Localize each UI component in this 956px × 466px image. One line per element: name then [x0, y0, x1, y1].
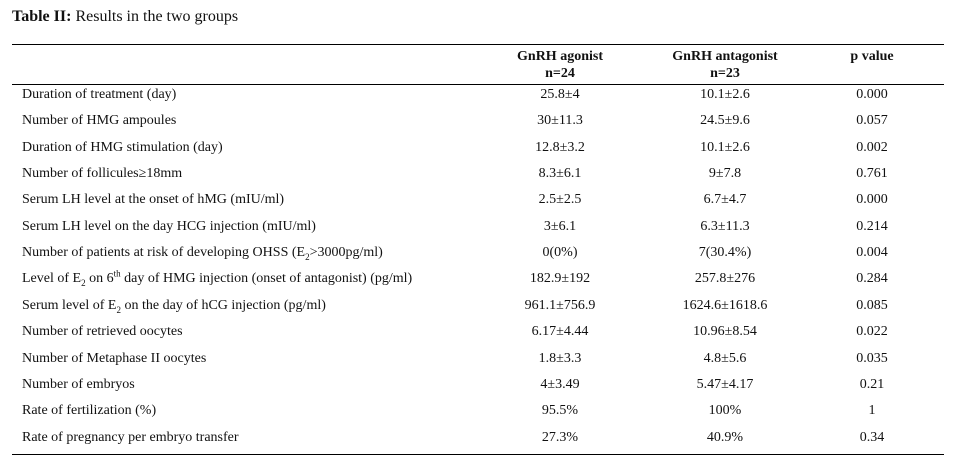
antagonist-value: 5.47±4.17: [696, 376, 754, 392]
antagonist-value: 6.7±4.7: [703, 192, 747, 208]
table-row: [0, 350, 956, 376]
table-row: [0, 139, 956, 165]
antagonist-value: 40.9%: [706, 429, 744, 445]
agonist-value: 6.17±4.44: [531, 324, 589, 340]
row-label: [22, 244, 383, 262]
row-label: Rate of fertilization (%): [22, 403, 157, 419]
p-value: 0.284: [856, 271, 888, 287]
top-rule: [12, 44, 944, 45]
p-value: 0.761: [856, 166, 888, 182]
row-label: Number of retrieved oocytes: [22, 324, 183, 340]
label-part: day of HMG injection (onset of antagonist) (pg/ml): [120, 271, 413, 287]
label-subscript: 2: [305, 251, 310, 262]
table-row: [0, 191, 956, 217]
header-antagonist-n: n=23: [710, 66, 740, 81]
table-row: [0, 112, 956, 138]
antagonist-value: 9±7.8: [708, 166, 742, 182]
table-row: [0, 165, 956, 191]
p-value: 0.000: [856, 87, 888, 102]
header-p-value: [812, 48, 932, 65]
antagonist-value: 10.1±2.6: [700, 87, 750, 102]
antagonist-value: 1624.6±1618.6: [682, 297, 768, 313]
row-label: Number of embryos: [22, 376, 135, 392]
table-row: [0, 376, 956, 402]
label-part: on 6: [85, 271, 114, 287]
table-row: [0, 323, 956, 349]
label-part: on the day of hCG injection (pg/ml): [120, 297, 326, 313]
header-antagonist: [655, 48, 795, 82]
p-value: 0.34: [859, 429, 885, 445]
table-row: [0, 297, 956, 323]
p-value: 0.214: [856, 218, 888, 234]
agonist-value: 182.9±192: [529, 271, 591, 287]
header-agonist: [490, 48, 630, 82]
table-row: [0, 86, 956, 112]
p-value: 0.000: [856, 192, 888, 208]
row-label: Serum LH level at the onset of hMG (mIU/ml): [22, 192, 285, 208]
agonist-value: 95.5%: [541, 403, 579, 419]
agonist-value: 1.8±3.3: [538, 350, 582, 366]
antagonist-value: 100%: [708, 403, 742, 419]
p-value: 1: [868, 403, 876, 419]
row-label: Number of follicules≥18mm: [22, 166, 183, 182]
row-label: Duration of HMG stimulation (day): [22, 139, 223, 155]
row-label: Serum LH level on the day HCG injection (mIU/ml): [22, 218, 316, 234]
p-value: 0.002: [856, 139, 888, 155]
agonist-value: 3±6.1: [543, 218, 577, 234]
label-part: Level of E: [22, 271, 82, 287]
p-value: 0.21: [859, 376, 885, 392]
header-antagonist-name: GnRH antagonist: [672, 49, 778, 64]
antagonist-value: 6.3±11.3: [700, 218, 750, 234]
header-agonist-n: n=24: [545, 66, 575, 81]
table-row: [0, 270, 956, 296]
row-label: Rate of pregnancy per embryo transfer: [22, 429, 239, 445]
antagonist-value: 257.8±276: [694, 271, 756, 287]
p-value: 0.057: [856, 113, 888, 129]
header-p-value-label: p value: [850, 49, 894, 64]
agonist-value: 30±11.3: [537, 113, 583, 129]
caption-text: Results in the two groups: [71, 8, 239, 25]
p-value: 0.022: [856, 324, 888, 340]
antagonist-value: 7(30.4%): [698, 245, 752, 261]
antagonist-value: 4.8±5.6: [703, 350, 747, 366]
header-rule: [12, 84, 944, 85]
agonist-value: 2.5±2.5: [538, 192, 582, 208]
label-part: Number of patients at risk of developing OHSS (E: [22, 245, 306, 261]
label-part: Serum level of E: [22, 297, 117, 313]
agonist-value: 12.8±3.2: [535, 139, 585, 155]
agonist-value: 4±3.49: [540, 376, 580, 392]
row-label: [22, 270, 412, 288]
antagonist-value: 24.5±9.6: [700, 113, 750, 129]
label-superscript: th: [113, 268, 121, 279]
row-label: Number of Metaphase II oocytes: [22, 350, 207, 366]
agonist-value: 25.8±4: [540, 87, 580, 102]
antagonist-value: 10.96±8.54: [693, 324, 757, 340]
row-label: [22, 297, 326, 315]
label-subscript: 2: [81, 278, 86, 289]
antagonist-value: 10.1±2.6: [700, 139, 750, 155]
table-row: [0, 402, 956, 428]
agonist-value: 8.3±6.1: [538, 166, 582, 182]
header-agonist-name: GnRH agonist: [517, 49, 603, 64]
p-value: 0.004: [856, 245, 888, 261]
row-label: Duration of treatment (day): [22, 87, 177, 102]
agonist-value: 0(0%): [542, 245, 578, 261]
caption-label: Table II:: [12, 8, 72, 25]
agonist-value: 27.3%: [541, 429, 579, 445]
bottom-rule: [12, 454, 944, 455]
table-caption: [12, 8, 238, 26]
table-row: [0, 218, 956, 244]
p-value: 0.085: [856, 297, 888, 313]
table-row: [0, 244, 956, 270]
label-subscript: 2: [116, 304, 121, 315]
agonist-value: 961.1±756.9: [524, 297, 596, 313]
table-row: [0, 429, 956, 455]
row-label: Number of HMG ampoules: [22, 113, 177, 129]
label-part: >3000pg/ml): [309, 245, 383, 261]
p-value: 0.035: [856, 350, 888, 366]
